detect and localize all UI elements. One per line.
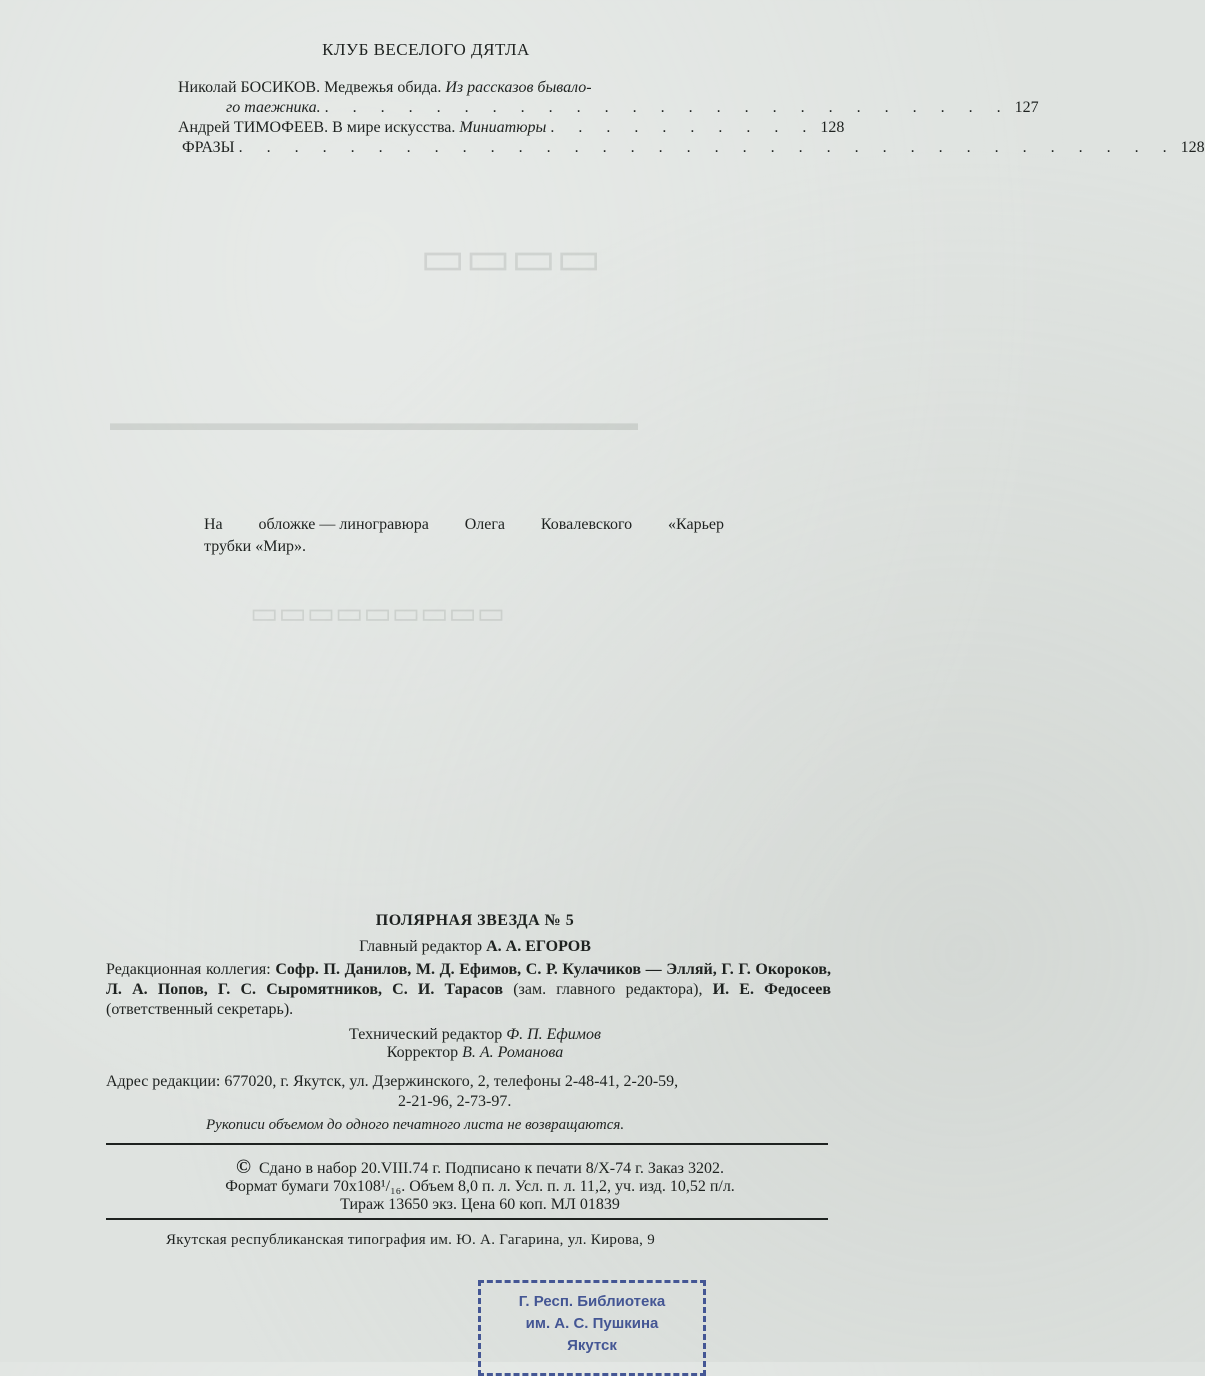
corrector-name: В. А. Романова	[462, 1044, 564, 1061]
toc-entry	[178, 118, 845, 138]
journal-title: ПОЛЯРНАЯ ЗВЕЗДА № 5	[375, 912, 575, 929]
show-through-text: ▬▬▬▬▬▬▬▬▬▬▬▬▬▬▬▬▬▬▬▬▬▬▬▬	[110, 410, 638, 435]
cover-word: На	[204, 516, 223, 533]
show-through-text: ▭▭▭▭▭▭▭▭▭	[250, 597, 506, 630]
tech-editor-line	[0, 1026, 950, 1044]
pub-line: Сдано в набор 20.VIII.74 г. Подписано к печати 8/X-74 г. Заказ 3202.	[259, 1160, 724, 1177]
toc-author: Николай БОСИКОВ.	[178, 79, 321, 96]
toc-page: 127	[1014, 99, 1039, 116]
corrector-line	[0, 1044, 950, 1062]
editorial-board	[106, 960, 831, 1020]
stamp-line: Г. Респ. Библиотека	[518, 1293, 666, 1310]
pub-line: Тираж 13650 экз. Цена 60 коп. МЛ 01839	[340, 1196, 620, 1213]
chief-editor-label: Главный редактор	[359, 938, 483, 955]
toc-subtitle: Из рассказов бывало-	[445, 79, 592, 96]
copyright-icon: ©	[236, 1156, 251, 1178]
toc-subtitle: Миниатюры	[459, 119, 547, 136]
address-line: Адрес редакции: 677020, г. Якутск, ул. Дзержинского, 2, телефоны 2-48-41, 2-20-59,	[106, 1073, 679, 1090]
tech-editor-name: Ф. П. Ефимов	[506, 1026, 601, 1043]
leader-dots: . . . . . . . . . . . . . . . . . . . . . . . . .	[324, 99, 1011, 116]
board-note: (ответственный секретарь).	[106, 1001, 294, 1018]
cover-word: Ковалевского	[540, 516, 633, 533]
editorial-address	[106, 1072, 831, 1112]
board-note: (зам. главного редактора),	[513, 981, 703, 998]
manuscripts-note: Рукописи объемом до одного печатного листа не возвращаются.	[206, 1117, 625, 1133]
toc-subtitle-cont: го таежника.	[226, 99, 321, 116]
toc-entry	[178, 138, 1205, 158]
cover-word: обложке — линогравюра	[258, 516, 429, 533]
board-secretary: И. Е. Федосеев	[712, 981, 832, 998]
show-through-text: ▭▭▭▭	[420, 232, 602, 285]
cover-word: Олега	[464, 516, 505, 533]
address-line: 2-21-96, 2-73-97.	[398, 1093, 512, 1110]
chief-editor-name: А. А. ЕГОРОВ	[486, 938, 591, 955]
tech-editor-label: Технический редактор	[349, 1026, 503, 1043]
divider	[106, 1143, 828, 1145]
leader-dots: . . . . . . . . . .	[550, 119, 817, 136]
stamp-line: Якутск	[567, 1337, 617, 1354]
toc-page: 128	[820, 119, 845, 136]
stamp-line: им. А. С. Пушкина	[525, 1315, 659, 1332]
leader-dots: . . . . . . . . . . . . . . . . . . . . . . . . . . . . . . . . . .	[238, 139, 1177, 156]
toc-title: В мире искусства.	[332, 119, 456, 136]
chief-editor-line	[0, 938, 950, 956]
toc-author: Андрей ТИМОФЕЕВ.	[178, 119, 329, 136]
cover-note-line2: трубки «Мир».	[204, 538, 307, 555]
toc-page: 128	[1180, 139, 1205, 156]
publication-info	[160, 1158, 800, 1214]
library-stamp	[478, 1280, 706, 1376]
toc-author: ФРАЗЫ	[182, 139, 235, 156]
toc-title: Медвежья обида.	[324, 79, 442, 96]
pub-line: Формат бумаги 70x108¹/₁₆. Объем 8,0 п. л. Усл. п. л. 11,2, уч. изд. 10,52 п/л.	[225, 1178, 735, 1195]
board-members: Софр. П. Данилов, М. Д. Ефимов, С. Р. Кулачиков — Элляй, Г. Г. Окороков, Л. А. Попов, Г. С. Сыромятников, С. И. Тарасов	[106, 961, 832, 998]
section-title: КЛУБ ВЕСЕЛОГО ДЯТЛА	[322, 40, 530, 59]
cover-word: «Карьер	[668, 516, 724, 533]
printer-line: Якутская республиканская типография им. Ю. А. Гагарина, ул. Кирова, 9	[166, 1232, 656, 1248]
board-label: Редакционная коллегия:	[106, 961, 271, 978]
cover-note	[204, 514, 724, 558]
toc-entry	[178, 78, 1039, 118]
corrector-label: Корректор	[386, 1044, 459, 1061]
divider	[106, 1218, 828, 1220]
